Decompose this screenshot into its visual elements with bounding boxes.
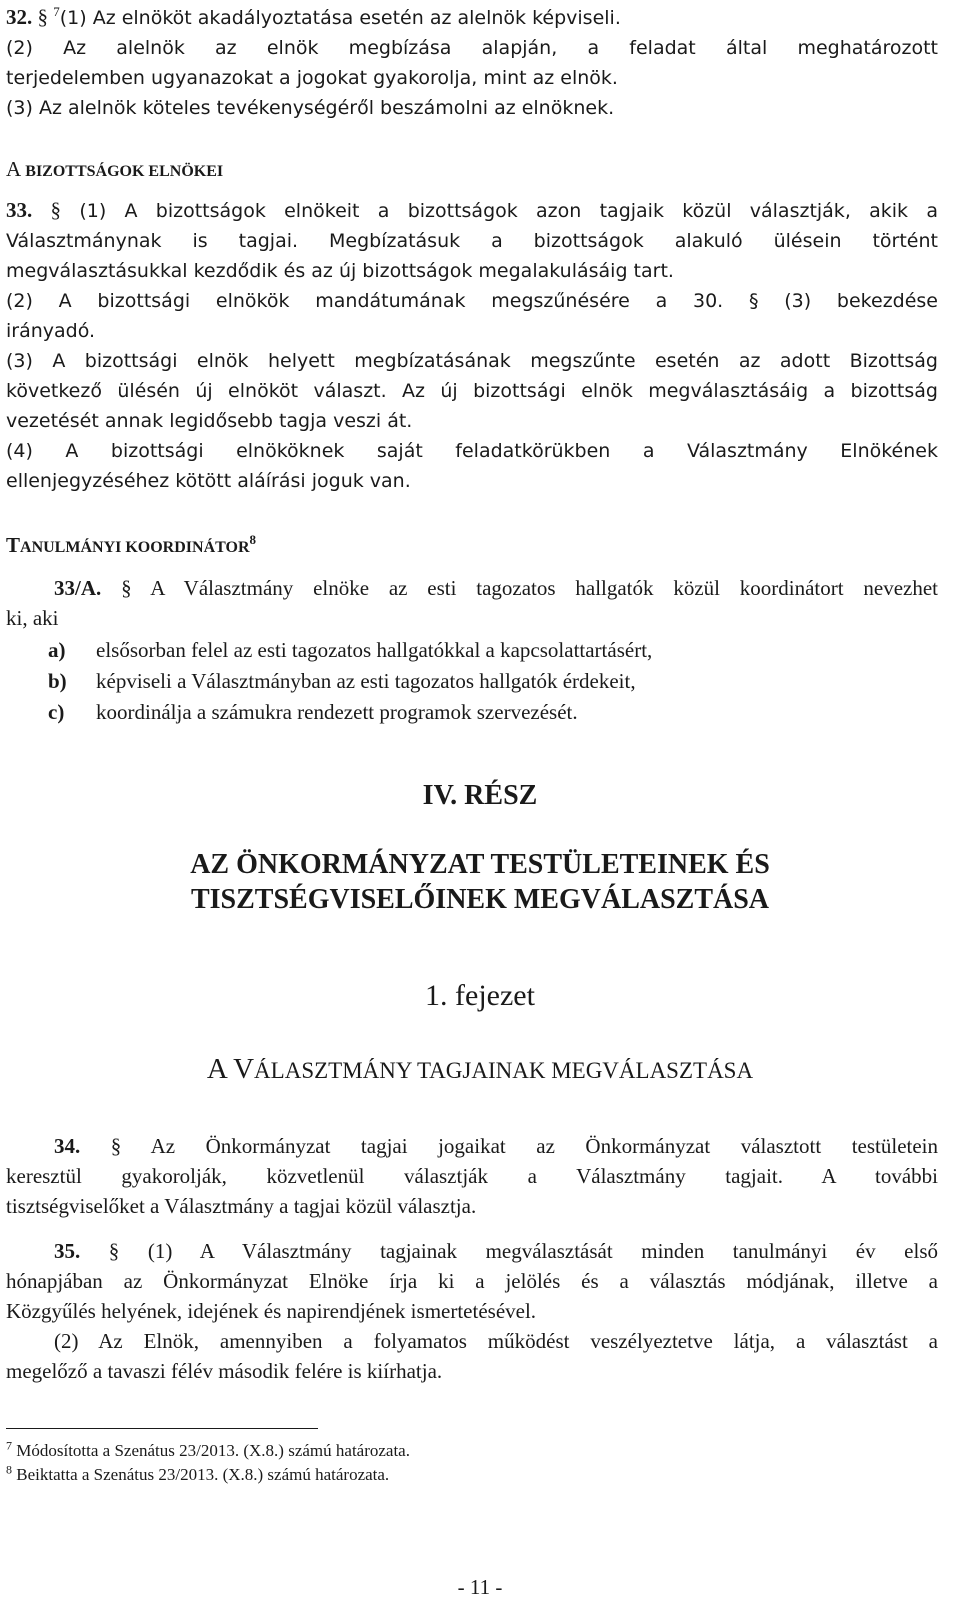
paragraph-line: megválasztásukkal kezdődik és az új bizottságok megalakulásáig tart. [6, 260, 674, 282]
paragraph-line: (1) A Választmány tagjainak megválasztását minden tanulmányi év első [147, 1239, 938, 1263]
paragraph-line: keresztül gyakorolják, közvetlenül választják a Választmány tagjait. A további [6, 1164, 938, 1188]
paragraph-sign: § [50, 198, 62, 222]
section-33a [6, 573, 938, 633]
section-32 [6, 2, 938, 123]
paragraph-line: Az Önkormányzat tagjai jogaikat az Önkormányzat választott testületein [150, 1134, 939, 1158]
part-subtitle: TISZTSÉGVISELŐINEK MEGVÁLASZTÁSA [190, 884, 770, 915]
page-number: - 11 - [457, 1575, 503, 1599]
chapter-number: 1. fejezet [425, 979, 535, 1012]
paragraph-line: (1) A bizottságok elnökeit a bizottságok azon tagjaik közül választják, akik a [79, 200, 938, 222]
section-number: 35. [54, 1239, 81, 1263]
paragraph-line: Választmánynak is tagjai. Megbízatásuk a bizottságok alakuló ülésein történt [6, 230, 938, 252]
section-number: 32. [6, 5, 33, 29]
paragraph: (3) Az alelnök köteles tevékenységéről beszámolni az elnöknek. [6, 97, 615, 119]
section-34 [6, 1131, 938, 1221]
footnote-divider [6, 1428, 318, 1429]
paragraph-line: irányadó. [6, 320, 96, 342]
footnote: $^8$ Beiktatta a Szenátus 23/2013. (X.8.) számú határozata. [6, 1462, 390, 1484]
paragraph-line: következő ülésén új elnököt választ. Az új bizottsági elnök megválasztásáig a bizottság [6, 380, 938, 402]
section-35 [6, 1236, 938, 1386]
section-number: 33. [6, 198, 33, 222]
paragraph-line: ki, aki [6, 606, 59, 630]
paragraph-sign: § [108, 1239, 120, 1263]
paragraph: (1) Az elnököt akadályoztatása esetén az alelnök képviseli. [59, 7, 621, 29]
footnote-ref: 7 [53, 4, 60, 19]
list-item: b) képviseli a Választmányban az esti tagozatos hallgatók érdekeit, [48, 669, 636, 693]
footnote: $^7$ Módosította a Szenátus 23/2013. (X.8.) számú határozata. [6, 1438, 410, 1460]
section-number: 34. [54, 1134, 81, 1158]
part-subtitle: AZ ÖNKORMÁNYZAT TESTÜLETEINEK ÉS [190, 849, 770, 880]
paragraph-line: (3) A bizottsági elnök helyett megbízatásának megszűnte esetén az adott Bizottság [6, 350, 938, 372]
list-item: a) elsősorban felel az esti tagozatos hallgatókkal a kapcsolattartásért, [48, 638, 653, 662]
paragraph-sign: § [37, 5, 48, 29]
paragraph-line: (2) A bizottsági elnökök mandátumának megszűnésére a 30. § (3) bekezdése [6, 290, 938, 312]
list-item: c) koordinálja a számukra rendezett programok szervezését. [48, 700, 578, 724]
section-33 [6, 195, 938, 496]
section-number: 33/A. [54, 576, 102, 600]
paragraph-line: ellenjegyzéséhez kötött aláírási joguk van. [6, 470, 411, 492]
paragraph-line: Közgyűlés helyének, idejének és napirendjének ismertetésével. [6, 1299, 537, 1323]
footnote-ref: 8 [249, 532, 257, 547]
paragraph-line: tisztségviselőket a Választmány a tagjai közül választja. [6, 1194, 477, 1218]
paragraph-line: terjedelemben ugyanazokat a jogokat gyakorolja, mint az elnök. [6, 67, 618, 89]
part-title: IV. RÉSZ [422, 780, 538, 811]
paragraph-line: vezetését annak legidősebb tagja veszi át. [6, 410, 413, 432]
paragraph-line: (2) Az alelnök az elnök megbízása alapján, a feladat által meghatározott [6, 37, 938, 59]
paragraph-line: (4) A bizottsági elnököknek saját feladatkörükben a Választmány Elnökének [6, 440, 938, 462]
section-heading: TANULMÁNYI KOORDINÁTOR$^8$ [6, 532, 257, 557]
paragraph-sign: § [110, 1134, 122, 1158]
paragraph-sign: § [121, 576, 132, 600]
paragraph-line: (2) Az Elnök, amennyiben a folyamatos működést veszélyeztetve látja, a választást a [54, 1329, 938, 1353]
paragraph-line: A Választmány elnöke az esti tagozatos hallgatók közül koordinátort nevezhet [150, 576, 939, 600]
chapter-title: A VÁLASZTMÁNY TAGJAINAK MEGVÁLASZTÁSA [206, 1053, 754, 1085]
paragraph-line: hónapjában az Önkormányzat Elnöke írja ki a jelölés és a választás módjának, illetve a [6, 1269, 938, 1293]
paragraph-line: megelőző a tavaszi félév második felére is kiírhatja. [6, 1359, 443, 1383]
section-heading: A BIZOTTSÁGOK ELNÖKEI [6, 157, 224, 181]
